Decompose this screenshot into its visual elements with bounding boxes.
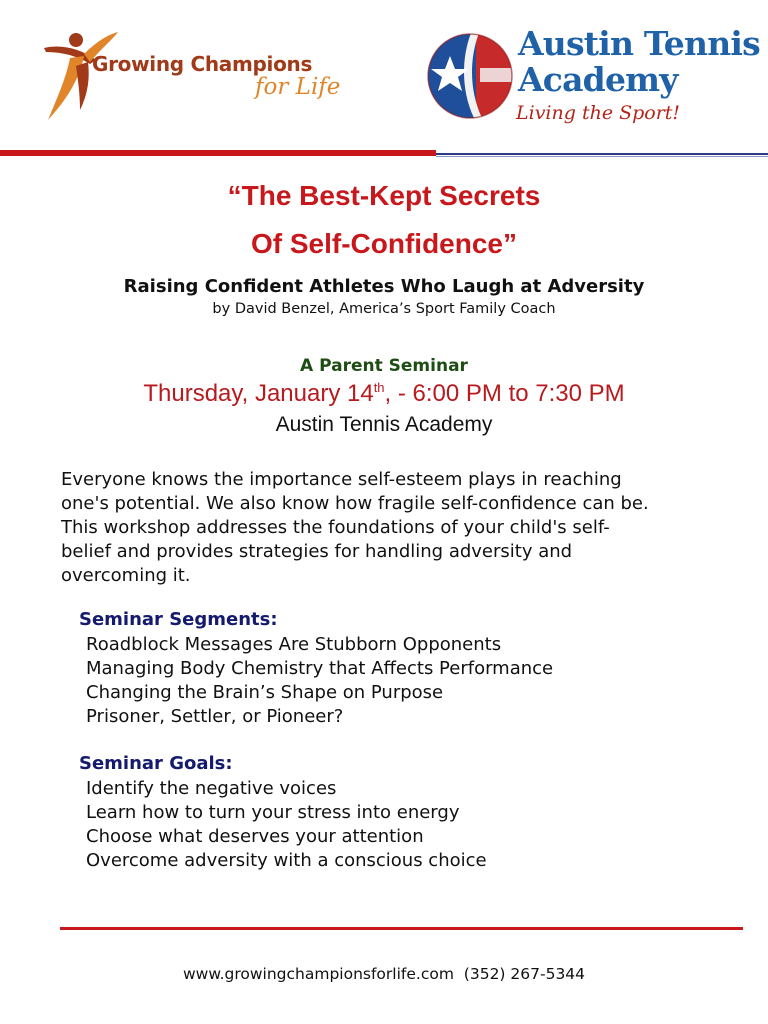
byline: by David Benzel, America’s Sport Family Coach <box>212 301 556 317</box>
list-item: Choose what deserves your attention <box>86 826 424 847</box>
list-item: Managing Body Chemistry that Affects Performance <box>86 658 554 679</box>
description-line: This workshop addresses the foundations of your child's self- <box>61 517 610 538</box>
segments-list <box>86 633 553 729</box>
footer-website-link[interactable]: www.growingchampionsforlife.com <box>182 965 454 983</box>
list-item: Prisoner, Settler, or Pioneer? <box>86 706 344 727</box>
description-line: belief and provides strategies for handling adversity and <box>61 541 573 562</box>
footer-contact <box>0 965 768 983</box>
austin-tennis-name-line2: Academy <box>518 60 678 99</box>
figure-head-icon <box>69 33 83 47</box>
list-item: Learn how to turn your stress into energy <box>86 802 460 823</box>
list-item: Changing the Brain’s Shape on Purpose <box>86 682 444 703</box>
growing-champions-tagline: for Life <box>255 74 341 100</box>
goals-list <box>86 777 487 873</box>
event-date-main: Thursday, January 14 <box>143 380 374 407</box>
tennis-ball-star-icon <box>420 22 520 122</box>
top-blue-rule <box>436 153 768 155</box>
segments-heading: Seminar Segments: <box>79 609 278 630</box>
bottom-red-rule <box>60 927 743 930</box>
list-item: Identify the negative voices <box>86 778 337 799</box>
event-date-time: , - 6:00 PM to 7:30 PM <box>384 380 625 407</box>
event-date-ordinal: th <box>373 380 385 395</box>
event-date <box>0 380 768 408</box>
austin-tennis-name-line1: Austin Tennis <box>518 24 760 63</box>
list-item: Roadblock Messages Are Stubborn Opponents <box>86 634 502 655</box>
description-paragraph <box>61 468 741 588</box>
list-item: Overcome adversity with a conscious choice <box>86 850 487 871</box>
description-line: one's potential. We also know how fragile self-confidence can be. <box>61 493 649 514</box>
event-venue: Austin Tennis Academy <box>275 413 493 436</box>
footer-phone: (352) 267-5344 <box>463 965 586 983</box>
description-line: Everyone knows the importance self-esteem plays in reaching <box>61 469 622 490</box>
top-red-rule <box>0 150 436 156</box>
austin-tennis-tagline: Living the Sport! <box>516 102 681 124</box>
growing-champions-name: Growing Champions <box>92 52 313 76</box>
title-line-1: “The Best-Kept Secrets <box>227 180 541 211</box>
footer-spacer <box>454 965 464 983</box>
top-blue-rule-thin <box>436 156 768 157</box>
title-line-2: Of Self-Confidence” <box>250 228 517 259</box>
seminar-label: A Parent Seminar <box>300 356 468 376</box>
figure-leg2-icon <box>76 62 89 110</box>
subtitle: Raising Confident Athletes Who Laugh at Adversity <box>123 276 645 297</box>
description-line: overcoming it. <box>61 565 191 586</box>
goals-heading: Seminar Goals: <box>79 753 233 774</box>
